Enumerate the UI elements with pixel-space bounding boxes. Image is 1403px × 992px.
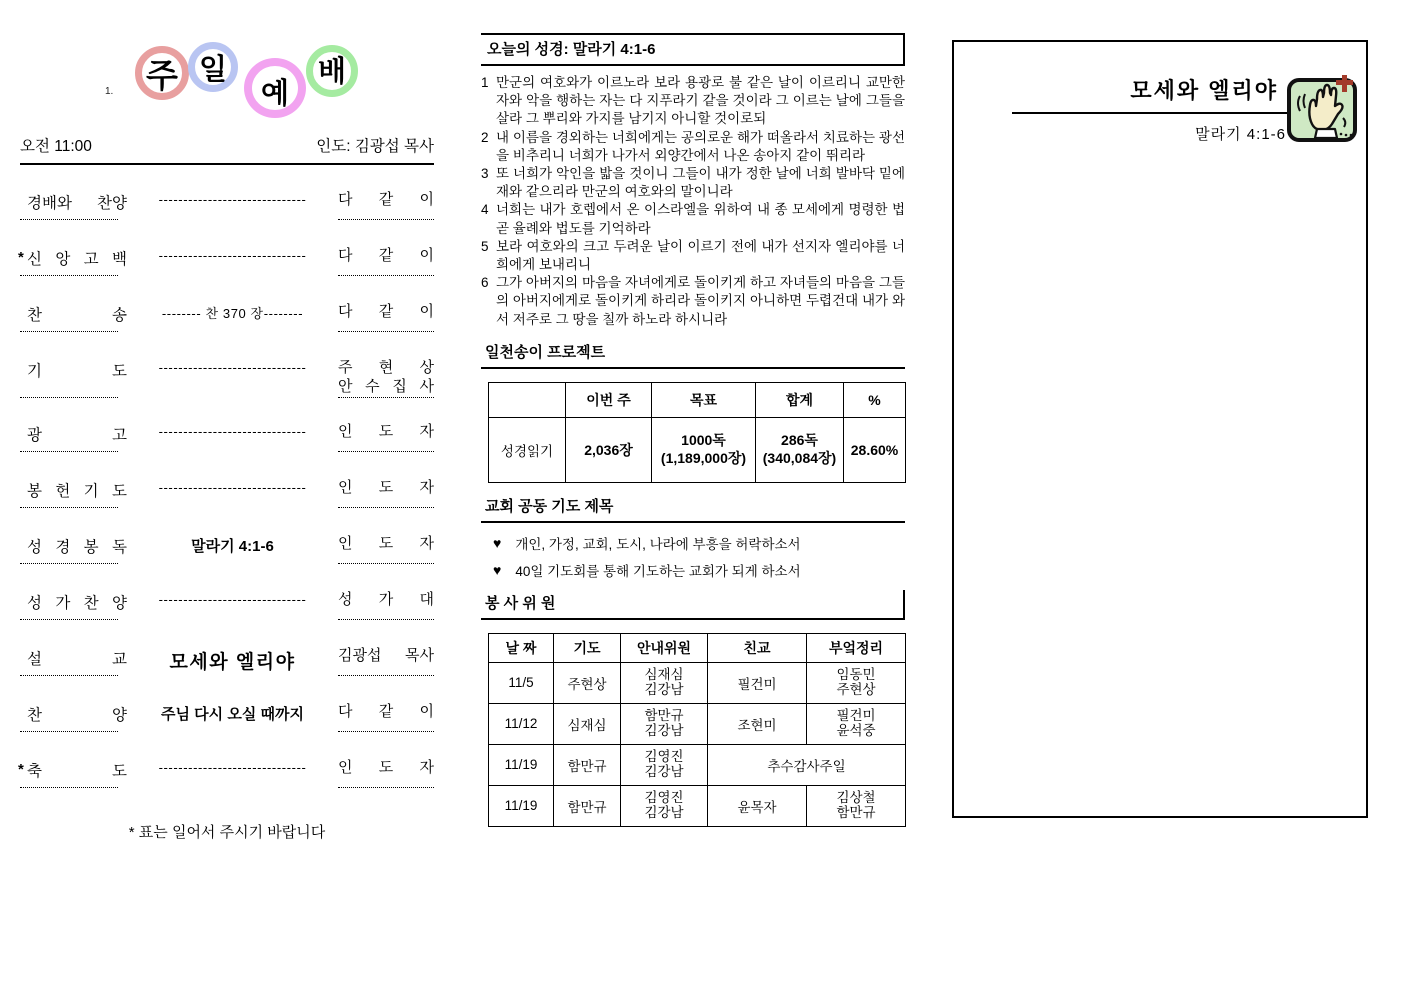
vol-prayer: 주현상 bbox=[554, 662, 621, 703]
praying-hands-icon bbox=[1285, 72, 1361, 148]
sermon-notes-area bbox=[954, 157, 1366, 816]
sermon-scripture-ref: 말라기 4:1-6 bbox=[1195, 126, 1286, 143]
verse-number: 2 bbox=[481, 129, 489, 145]
scripture-verse bbox=[481, 201, 905, 237]
scripture-verse bbox=[481, 165, 905, 201]
masthead-char: 배 bbox=[317, 55, 346, 88]
worship-item-label: 광 고 bbox=[27, 427, 127, 444]
worship-item-center bbox=[127, 591, 338, 609]
scripture-verse bbox=[481, 129, 905, 165]
worship-order-panel bbox=[20, 30, 434, 842]
masthead-char: 주 bbox=[146, 56, 178, 94]
vol-kitchen: 필건미 윤석중 bbox=[807, 703, 906, 744]
vol-col-fellowship: 친교 bbox=[708, 633, 807, 662]
project-col-blank bbox=[489, 382, 566, 417]
vol-fellowship: 필건미 bbox=[708, 662, 807, 703]
project-week-value: 2,036장 bbox=[566, 417, 652, 482]
leader-dashes: ------------------------------ bbox=[158, 760, 307, 775]
worship-item-performer: 인 도 자 bbox=[338, 479, 434, 496]
worship-item-performer: 인 도 자 bbox=[338, 535, 434, 552]
verse-text: 내 이름을 경외하는 너희에게는 공의로운 해가 떠올라서 치료하는 광선을 비추리니 너희가 나가서 외양간에서 나온 송아지 같이 뛰리라 bbox=[496, 129, 905, 163]
standing-marker: * bbox=[18, 761, 24, 778]
volunteers-row bbox=[489, 785, 906, 826]
worship-item-label: 경배와 찬양 bbox=[27, 195, 127, 212]
project-row-label: 성경읽기 bbox=[489, 417, 566, 482]
worship-item-detail: 주님 다시 오실 때까지 bbox=[161, 706, 304, 723]
worship-item-label: 찬 송 bbox=[27, 307, 127, 324]
heart-icon: ♥ bbox=[493, 561, 502, 578]
verse-number: 6 bbox=[481, 275, 489, 291]
leader-dashes: ------------------------------ bbox=[158, 480, 307, 495]
volunteers-row bbox=[489, 744, 906, 785]
worship-item-performer: 다 같 이 bbox=[338, 191, 434, 208]
project-col-percent: % bbox=[844, 382, 906, 417]
vol-col-date: 날 짜 bbox=[489, 633, 554, 662]
prayer-text: 40일 기도회를 통해 기도하는 교회가 되게 하소서 bbox=[515, 563, 801, 579]
leader-dashes: ------------------------------ bbox=[158, 360, 307, 375]
worship-list bbox=[20, 189, 434, 813]
leader-dashes: ------------------------------ bbox=[158, 424, 307, 439]
scripture-verse bbox=[481, 274, 905, 329]
masthead-circle-ju bbox=[135, 46, 189, 100]
worship-item-center bbox=[127, 703, 338, 724]
verse-text: 그가 아버지의 마음을 자녀에게로 돌이키게 하고 자녀들의 마음을 그들의 아버지에게로 돌이키게 하리라 돌이키지 아니하면 두렵건대 내가 와서 저주로 그 땅을 칠까 하노라 하시니라 bbox=[496, 275, 905, 327]
vol-col-ushers: 안내위원 bbox=[621, 633, 708, 662]
leader-dashes: ------------------------------ bbox=[158, 248, 307, 263]
volunteers-row bbox=[489, 703, 906, 744]
worship-item-center bbox=[127, 191, 338, 209]
verse-number: 1 bbox=[481, 75, 489, 90]
sermon-note-panel bbox=[952, 40, 1368, 818]
sermon-header bbox=[954, 42, 1366, 159]
worship-row-benediction bbox=[20, 757, 434, 813]
worship-item-center bbox=[127, 423, 338, 441]
verse-number: 5 bbox=[481, 238, 489, 254]
project-section-header: 일천송이 프로젝트 bbox=[481, 339, 905, 369]
worship-row-hymn bbox=[20, 301, 434, 357]
todays-scripture-header: 오늘의 성경: 말라기 4:1-6 bbox=[481, 33, 905, 66]
masthead bbox=[20, 30, 434, 130]
sermon-title-underline bbox=[1012, 112, 1288, 114]
worship-item-label: 축 도 bbox=[27, 763, 127, 780]
volunteers-header-row bbox=[489, 633, 906, 662]
vol-ushers: 심재심 김강남 bbox=[621, 662, 708, 703]
worship-item-center bbox=[127, 303, 338, 323]
project-percent-value: 28.60% bbox=[844, 417, 906, 482]
masthead-char: 예 bbox=[260, 77, 289, 110]
vol-date: 11/12 bbox=[489, 703, 554, 744]
leader-dashes: -------- 찬 370 장-------- bbox=[161, 306, 304, 321]
vol-fellowship: 조현미 bbox=[708, 703, 807, 744]
vol-date: 11/5 bbox=[489, 662, 554, 703]
worship-item-label: 성 경 봉 독 bbox=[27, 539, 127, 556]
worship-item-label: 성 가 찬 양 bbox=[27, 595, 127, 612]
leader-dashes: ------------------------------ bbox=[158, 592, 307, 607]
vol-ushers: 김영진 김강남 bbox=[621, 785, 708, 826]
leader-dashes: ------------------------------ bbox=[158, 192, 307, 207]
vol-prayer: 함만규 bbox=[554, 785, 621, 826]
vol-date: 11/19 bbox=[489, 744, 554, 785]
prayer-item bbox=[493, 560, 905, 580]
prayer-text: 개인, 가정, 교회, 도시, 나라에 부흥을 허락하소서 bbox=[515, 536, 801, 552]
prayer-list bbox=[493, 533, 905, 580]
worship-row-hymn-response bbox=[20, 701, 434, 757]
worship-row-offering-prayer bbox=[20, 477, 434, 533]
project-total-value: 286독 (340,084장) bbox=[756, 417, 844, 482]
worship-item-performer: 인 도 자 bbox=[338, 759, 434, 776]
masthead-circle-bae bbox=[306, 45, 358, 97]
project-table-data-row bbox=[489, 417, 906, 482]
worship-item-performer: 주 현 상 안 수 집 사 bbox=[338, 359, 434, 395]
vol-date: 11/19 bbox=[489, 785, 554, 826]
worship-row-prayer bbox=[20, 357, 434, 421]
worship-item-performer: 성 가 대 bbox=[338, 591, 434, 608]
verse-text: 또 너희가 악인을 밟을 것이니 그들이 내가 정한 날에 너희 발바닥 밑에 재와 같으리라 만군의 여호와의 말이니라 bbox=[496, 166, 905, 200]
worship-item-center bbox=[127, 647, 338, 674]
worship-item-label: 신 앙 고 백 bbox=[27, 251, 127, 268]
scripture-verse bbox=[481, 74, 905, 129]
prayer-section-header: 교회 공동 기도 제목 bbox=[481, 493, 905, 523]
vol-col-kitchen: 부엌정리 bbox=[807, 633, 906, 662]
vol-merged-note: 추수감사주일 bbox=[708, 744, 906, 785]
standing-marker: * bbox=[18, 249, 24, 266]
verse-text: 보라 여호와의 크고 두려운 날이 이르기 전에 내가 선지자 엘리야를 너희에게 보내리니 bbox=[496, 238, 905, 273]
project-table-header-row bbox=[489, 382, 906, 417]
project-col-total: 합계 bbox=[756, 382, 844, 417]
sermon-title: 모세와 엘리야 bbox=[1130, 78, 1278, 103]
masthead-index: 1. bbox=[105, 86, 114, 97]
worship-row-scripture-reading bbox=[20, 533, 434, 589]
volunteers-table bbox=[488, 633, 906, 827]
worship-item-label: 봉 헌 기 도 bbox=[27, 483, 127, 500]
service-leader: 인도: 김광섭 목사 bbox=[316, 138, 434, 155]
verse-number: 4 bbox=[481, 202, 489, 218]
vol-ushers: 김영진 김강남 bbox=[621, 744, 708, 785]
worship-row-praise bbox=[20, 189, 434, 245]
sermon-title-inline: 모세와 엘리야 bbox=[169, 652, 296, 673]
prayer-item bbox=[493, 533, 905, 553]
vol-ushers: 함만규 김강남 bbox=[621, 703, 708, 744]
volunteers-section-header: 봉 사 위 원 bbox=[481, 590, 905, 620]
worship-item-performer: 인 도 자 bbox=[338, 423, 434, 440]
verse-text: 만군의 여호와가 이르노라 보라 용광로 불 같은 날이 이르리니 교만한 자와 악을 행하는 자는 다 지푸라기 같을 것이라 그 이르는 날에 그들을 살라 그 뿌리와 가지를 남기지 아니할 것이로되 bbox=[496, 75, 905, 127]
service-time: 오전 11:00 bbox=[20, 138, 92, 155]
masthead-char: 일 bbox=[198, 53, 227, 86]
service-info-row bbox=[20, 134, 434, 165]
worship-item-performer: 다 같 이 bbox=[338, 247, 434, 264]
worship-item-label: 설 교 bbox=[27, 651, 127, 668]
worship-item-label: 찬 양 bbox=[27, 707, 127, 724]
worship-row-sermon bbox=[20, 645, 434, 701]
vol-col-prayer: 기도 bbox=[554, 633, 621, 662]
masthead-circle-ye bbox=[244, 58, 306, 118]
vol-prayer: 심재심 bbox=[554, 703, 621, 744]
announcements-panel bbox=[481, 33, 905, 827]
vol-fellowship: 윤목자 bbox=[708, 785, 807, 826]
vol-kitchen: 김상철 함만규 bbox=[807, 785, 906, 826]
worship-item-center bbox=[127, 359, 338, 377]
worship-item-center bbox=[127, 759, 338, 777]
standing-note: * 표는 일어서 주시기 바랍니다 bbox=[128, 824, 326, 841]
worship-item-center bbox=[127, 535, 338, 556]
scripture-verse bbox=[481, 238, 905, 274]
project-col-week: 이번 주 bbox=[566, 382, 652, 417]
project-goal-value: 1000독 (1,189,000장) bbox=[652, 417, 756, 482]
worship-item-center bbox=[127, 247, 338, 265]
volunteers-row bbox=[489, 662, 906, 703]
vol-prayer: 함만규 bbox=[554, 744, 621, 785]
worship-item-performer: 김광섭 목사 bbox=[338, 647, 434, 664]
verse-number: 3 bbox=[481, 166, 489, 182]
verse-text: 너희는 내가 호렙에서 온 이스라엘을 위하여 내 종 모세에게 명령한 법 곧 율례와 법도를 기억하라 bbox=[496, 202, 905, 236]
worship-item-detail: 말라기 4:1-6 bbox=[191, 538, 274, 555]
vol-kitchen: 임동민 주현상 bbox=[807, 662, 906, 703]
worship-item-label: 기 도 bbox=[27, 363, 127, 380]
worship-item-center bbox=[127, 479, 338, 497]
scripture-verses bbox=[481, 74, 905, 329]
worship-item-performer: 다 같 이 bbox=[338, 303, 434, 320]
worship-row-announcements bbox=[20, 421, 434, 477]
masthead-circle-il bbox=[188, 42, 238, 92]
project-table bbox=[488, 382, 906, 483]
heart-icon: ♥ bbox=[493, 534, 502, 551]
worship-item-performer: 다 같 이 bbox=[338, 703, 434, 720]
worship-row-choir bbox=[20, 589, 434, 645]
project-col-goal: 목표 bbox=[652, 382, 756, 417]
worship-row-creed bbox=[20, 245, 434, 301]
